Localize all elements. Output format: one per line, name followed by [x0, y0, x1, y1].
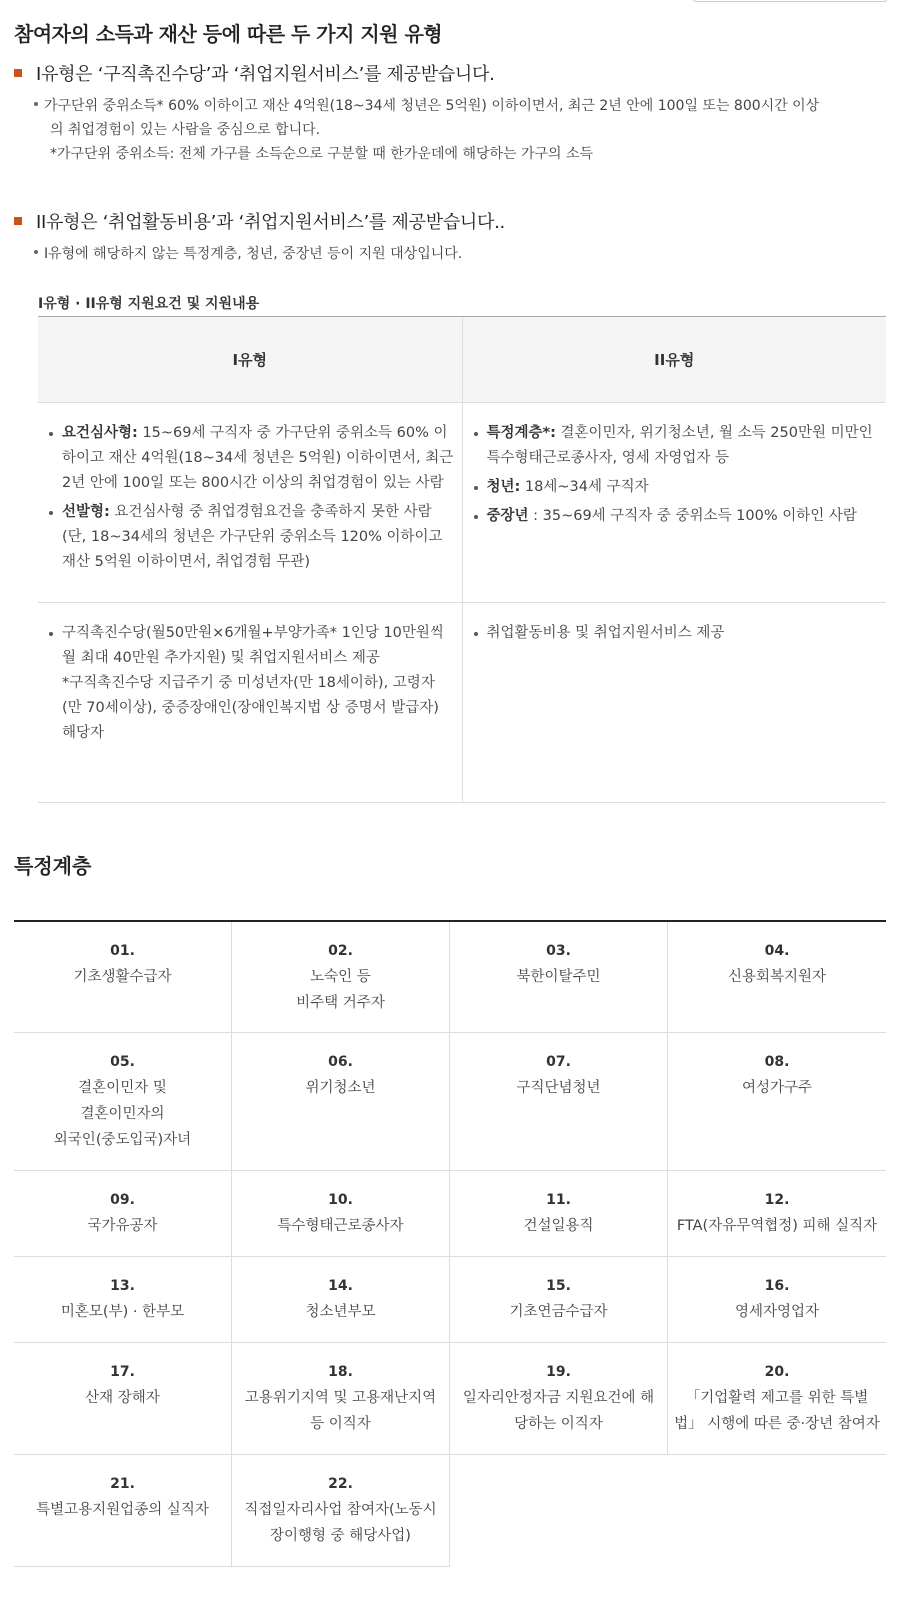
- groups-title: 특정계층: [14, 854, 92, 878]
- group-cell: 07. 구직단념청년: [450, 1033, 668, 1171]
- table-header-row: [38, 317, 886, 403]
- square-bullet-icon: [14, 69, 22, 77]
- empty-cell: [668, 1455, 886, 1567]
- type-comparison-table: [38, 316, 886, 803]
- grid-row: [14, 1455, 886, 1567]
- group-cell: 13. 미혼모(부) · 한부모: [14, 1257, 232, 1343]
- grid-row: [14, 1033, 886, 1171]
- table-row-requirements: [38, 403, 886, 603]
- group-cell: 05. 결혼이민자 및 결혼이민자의 외국인(중도입국)자녀: [14, 1033, 232, 1171]
- group-cell: 10. 특수형태근로종사자: [232, 1171, 450, 1257]
- top-select-box[interactable]: [692, 0, 888, 2]
- type1-requirements-cell: [38, 403, 462, 602]
- list-item: 중장년 : 35~69세 구직자 중 중위소득 100% 이하인 사람: [471, 504, 879, 529]
- group-cell: 08. 여성가구주: [668, 1033, 886, 1171]
- group-cell: 20. 「기업활력 제고를 위한 특별 법」 시행에 따른 중·장년 참여자: [668, 1343, 886, 1455]
- special-groups-grid: [14, 920, 886, 1567]
- group-cell: 04. 신용회복지원자: [668, 922, 886, 1033]
- empty-cell: [450, 1455, 668, 1567]
- group-cell: 16. 영세자영업자: [668, 1257, 886, 1343]
- col-type1-header: I유형: [232, 351, 268, 369]
- group-cell: 02. 노숙인 등 비주택 거주자: [232, 922, 450, 1033]
- group-cell: 17. 산재 장해자: [14, 1343, 232, 1455]
- col-type2-header: II유형: [462, 317, 887, 402]
- bullet-icon: [34, 102, 38, 106]
- group-cell: 15. 기초연금수급자: [450, 1257, 668, 1343]
- group-cell: 12. FTA(자유무역협정) 피해 실직자: [668, 1171, 886, 1257]
- group-cell: 09. 국가유공자: [14, 1171, 232, 1257]
- page-title: 참여자의 소득과 재산 등에 따른 두 가지 지원 유형: [14, 22, 443, 46]
- group-cell: 22. 직접일자리사업 참여자(노동시 장이행형 중 해당사업): [232, 1455, 450, 1567]
- grid-row: [14, 1171, 886, 1257]
- type2-desc: I유형에 해당하지 않는 특정계층, 청년, 중장년 등이 지원 대상입니다.: [34, 242, 462, 266]
- list-item: 특정계층*: 결혼이민자, 위기청소년, 월 소득 250만원 미만인 특수형태근로종사자, 영세 자영업자 등: [471, 421, 879, 471]
- type2-heading: II유형은 ‘취업활동비용’과 ‘취업지원서비스’를 제공받습니다..: [14, 208, 505, 234]
- group-cell: 18. 고용위기지역 및 고용재난지역 등 이직자: [232, 1343, 450, 1455]
- type1-heading: I유형은 ‘구직촉진수당’과 ‘취업지원서비스’를 제공받습니다.: [14, 60, 495, 86]
- group-cell: 06. 위기청소년: [232, 1033, 450, 1171]
- table-row-benefits: [38, 603, 886, 803]
- group-cell: 03. 북한이탈주민: [450, 922, 668, 1033]
- list-item: 청년: 18세~34세 구직자: [471, 475, 879, 500]
- bullet-icon: [34, 250, 38, 254]
- type1-benefits-cell: [38, 603, 462, 802]
- list-item: 요건심사형: 15~69세 구직자 중 가구단위 중위소득 60% 이하이고 재산 4억원(18~34세 청년은 5억원) 이하이면서, 최근 2년 안에 100일 또는 800시간 이상의 취업경험이 있는 사람: [46, 421, 454, 496]
- grid-row: [14, 1257, 886, 1343]
- type2-benefits-cell: [462, 603, 887, 802]
- list-item: 선발형: 요건심사형 중 취업경험요건을 충족하지 못한 사람 (단, 18~34세의 청년은 가구단위 중위소득 120% 이하이고 재산 5억원 이하이면서, 취업경험 무관): [46, 500, 454, 575]
- group-cell: 19. 일자리안정자금 지원요건에 해 당하는 이직자: [450, 1343, 668, 1455]
- group-cell: 11. 건설일용직: [450, 1171, 668, 1257]
- list-item: 취업활동비용 및 취업지원서비스 제공: [471, 621, 879, 646]
- group-cell: 01. 기초생활수급자: [14, 922, 232, 1033]
- group-cell: 21. 특별고용지원업종의 실직자: [14, 1455, 232, 1567]
- grid-row: [14, 922, 886, 1033]
- group-cell: 14. 청소년부모: [232, 1257, 450, 1343]
- square-bullet-icon: [14, 217, 22, 225]
- table-caption: I유형 · II유형 지원요건 및 지원내용: [38, 296, 260, 312]
- type2-requirements-cell: [462, 403, 887, 602]
- list-item: 구직촉진수당(월50만원×6개월+부양가족* 1인당 10만원씩 월 최대 40만원 추가지원) 및 취업지원서비스 제공 *구직촉진수당 지급주기 중 미성년자(만 18세이하), 고령자(만 70세이상), 중증장애인(장애인복지법 상 증명서 발급자) 해당자: [46, 621, 454, 746]
- type1-desc: 가구단위 중위소득* 60% 이하이고 재산 4억원(18~34세 청년은 5억원) 이하이면서, 최근 2년 안에 100일 또는 800시간 이상 의 취업경험이 있는 사람을 중심으로 합니다. *가구단위 중위소득: 전체 가구를 소득순으로 구분할 때 한가운데에 해당하는 가구의 소득: [34, 94, 819, 166]
- grid-row: [14, 1343, 886, 1455]
